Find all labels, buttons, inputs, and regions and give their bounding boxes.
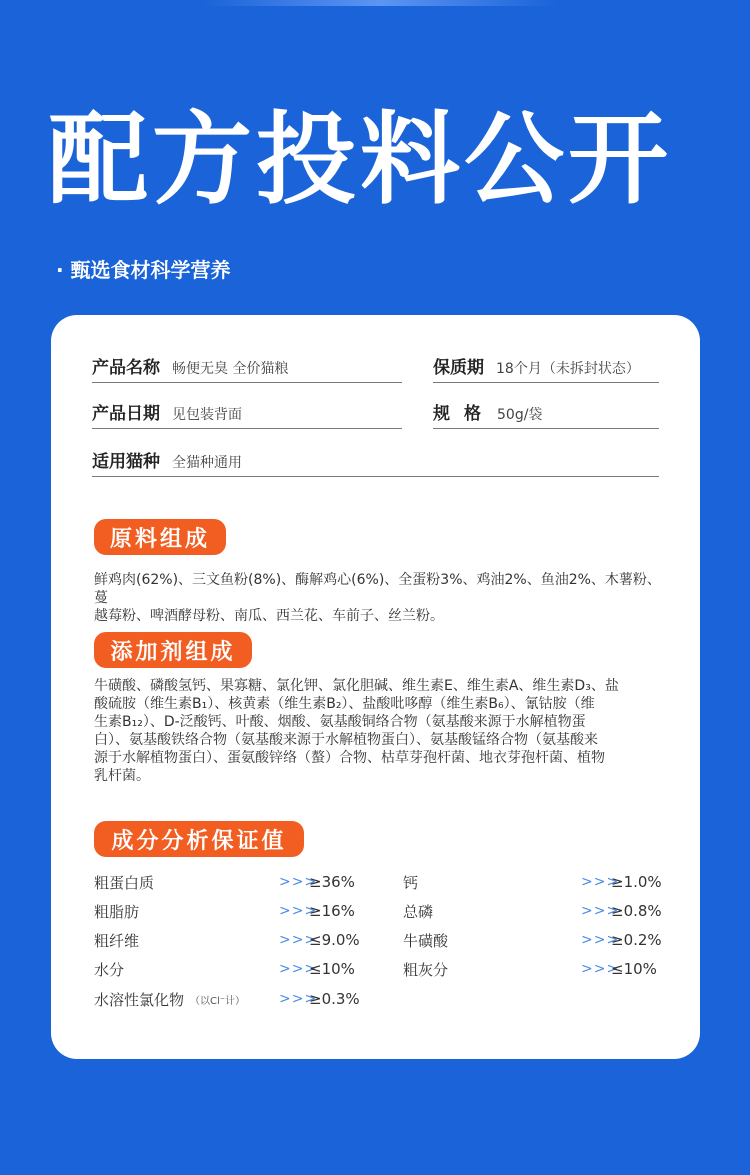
additives-line: 牛磺酸、磷酸氢钙、果寡糖、氯化钾、氯化胆碱、维生素E、维生素A、维生素D₃、盐 [94, 678, 619, 694]
ingredients-text [94, 571, 664, 625]
analysis-heading: 成分分析保证值 [94, 821, 304, 857]
arrow-icon: >>> [581, 932, 620, 948]
nutrient-note: （以Cl⁻计） [190, 995, 246, 1007]
arrow-icon: >>> [581, 961, 620, 977]
applicable-label: 适用猫种 [92, 452, 160, 472]
nutrient-row-crude-fiber [94, 929, 394, 951]
nutrient-name: 粗灰分 [403, 960, 449, 979]
additives-line: 白）、氨基酸铁络合物（氨基酸来源于水解植物蛋白）、氨基酸锰络合物（氨基酸来 [94, 732, 598, 748]
additives-line: 酸硫胺（维生素B₁）、核黄素（维生素B₂）、盐酸吡哆醇（维生素B₆）、氰钴胺（维 [94, 696, 595, 712]
additives-line: 源于水解植物蛋白）、蛋氨酸锌络（螯）合物、枯草芽孢杆菌、地衣芽孢杆菌、植物 [94, 750, 605, 766]
nutrient-name: 牛磺酸 [403, 931, 449, 950]
applicable-value: 全猫种通用 [172, 455, 242, 471]
nutrient-name: 粗脂肪 [94, 902, 140, 921]
arrow-icon: >>> [581, 903, 620, 919]
ingredients-heading: 原料组成 [94, 519, 226, 555]
product-name-label: 产品名称 [92, 358, 160, 378]
nutrient-value: ≤10% [309, 960, 355, 978]
additives-line: 乳杆菌。 [94, 768, 150, 784]
nutrient-name: 钙 [403, 873, 419, 892]
info-row-applicable [92, 445, 659, 477]
nutrient-value: ≤10% [611, 960, 657, 978]
production-date-label: 产品日期 [92, 404, 160, 424]
info-row-production-date [92, 397, 402, 429]
additives-heading: 添加剂组成 [94, 632, 252, 668]
nutrient-row-chloride [94, 988, 394, 1010]
spec-label: 规格 [433, 404, 495, 424]
nutrient-row-crude-protein [94, 871, 394, 893]
nutrient-value: ≥0.2% [611, 931, 662, 949]
nutrient-row-crude-ash [403, 958, 673, 980]
arrow-icon: >>> [279, 991, 318, 1007]
product-name-value: 畅便无臭 全价猫粮 [172, 361, 289, 377]
nutrient-row-crude-fat [94, 900, 394, 922]
arrow-icon: >>> [581, 874, 620, 890]
nutrient-name: 水分 [94, 960, 125, 979]
nutrient-row-taurine [403, 929, 673, 951]
nutrient-value: ≥0.8% [611, 902, 662, 920]
additives-line: 生素B₁₂）、D-泛酸钙、叶酸、烟酸、氨基酸铜络合物（氨基酸来源于水解植物蛋 [94, 714, 586, 730]
nutrient-value: ≥0.3% [309, 990, 360, 1008]
info-row-product-name [92, 351, 402, 383]
shelf-life-value: 18个月（未拆封状态） [496, 361, 640, 377]
production-date-value: 见包装背面 [172, 407, 242, 423]
nutrient-name: 总磷 [403, 902, 434, 921]
additives-text [94, 677, 664, 785]
nutrient-value: ≥1.0% [611, 873, 662, 891]
spec-value: 50g/袋 [497, 407, 543, 423]
page-title: 配方投料公开 [48, 101, 672, 218]
formula-card [51, 315, 700, 1059]
nutrient-value: ≤9.0% [309, 931, 360, 949]
arrow-icon: >>> [279, 903, 318, 919]
nutrient-name: 粗纤维 [94, 931, 140, 950]
ingredients-line: 越莓粉、啤酒酵母粉、南瓜、西兰花、车前子、丝兰粉。 [94, 608, 444, 624]
nutrient-value: ≥36% [309, 873, 355, 891]
nutrient-name: 水溶性氯化物 [94, 990, 185, 1009]
nutrient-name: 粗蛋白质 [94, 873, 155, 892]
shelf-life-label: 保质期 [433, 358, 484, 378]
nutrient-row-calcium [403, 871, 673, 893]
nutrient-value: ≥16% [309, 902, 355, 920]
arrow-icon: >>> [279, 961, 318, 977]
arrow-icon: >>> [279, 874, 318, 890]
nutrient-row-moisture [94, 958, 394, 980]
top-glow [200, 0, 560, 6]
info-row-shelf-life [433, 351, 659, 383]
nutrient-row-phosphorus [403, 900, 673, 922]
ingredients-line: 鲜鸡肉(62%)、三文鱼粉(8%)、酶解鸡心(6%)、全蛋粉3%、鸡油2%、鱼油2%、木薯粉、蔓 [94, 572, 661, 606]
page-subtitle: · 甄选食材科学营养 [56, 258, 231, 282]
arrow-icon: >>> [279, 932, 318, 948]
info-row-spec [433, 397, 659, 429]
